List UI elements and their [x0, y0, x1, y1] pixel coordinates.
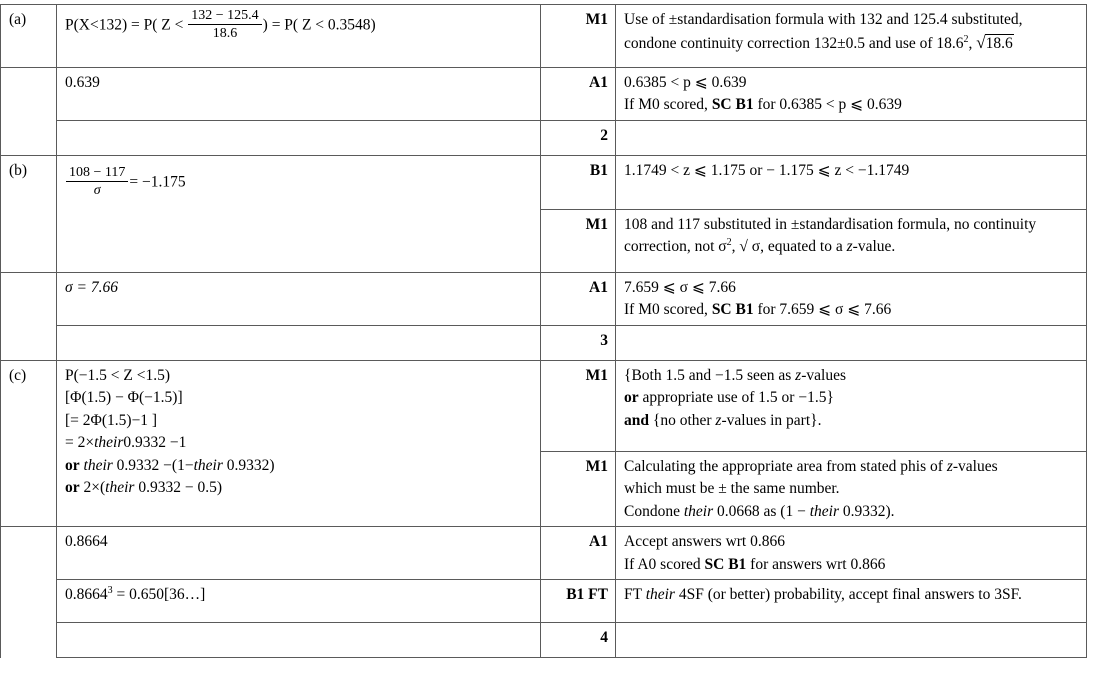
notes-line: [624, 365, 1079, 386]
fraction-b-denominator: σ: [93, 183, 101, 199]
notes-text: condone continuity correction 132±0.5 and use of 18.6: [624, 35, 964, 53]
working-c: [57, 361, 541, 527]
notes-text: for 0.6385 < p ⩽ 0.639: [753, 96, 902, 114]
notes-line: [624, 554, 1079, 575]
z-italic: z: [846, 238, 853, 256]
notes-text: for 7.659 ⩽ σ ⩽ 7.66: [753, 301, 892, 319]
notes-line: [624, 584, 1079, 605]
superscript-2: 2: [963, 34, 969, 46]
mark-c-m1-second: M1: [541, 452, 616, 527]
notes-text: -value.: [852, 238, 896, 256]
working-text: 0.9332 −1: [123, 434, 187, 452]
working-empty: [57, 121, 541, 156]
fraction-b: [66, 165, 128, 199]
z-italic: z: [946, 458, 953, 475]
sc-b1-label: SC B1: [711, 301, 754, 319]
math-b-tail: = −1.175: [129, 173, 186, 191]
total-marks-c: 4: [541, 623, 616, 658]
notes-text: for answers wrt 0.866: [746, 555, 886, 573]
notes-line: [624, 456, 1079, 477]
notes-text: Condone: [624, 502, 684, 520]
table-row: [1, 527, 1087, 580]
notes-line: [624, 387, 1079, 408]
or-bold: or: [65, 456, 80, 474]
mark-a-a1: A1: [541, 68, 616, 121]
notes-line: which must be ± the same number.: [624, 480, 840, 498]
notes-line: 108 and 117 substituted in ±standardisation formula, no continuity: [624, 215, 1037, 233]
notes-c-b1ft: [616, 580, 1087, 623]
notes-c-m1-first: [616, 361, 1087, 452]
sqrt-icon: √18.6: [976, 33, 1013, 53]
notes-line: 1.1749 < z ⩽ 1.175 or − 1.175 ⩽ z < −1.1749: [624, 162, 910, 179]
notes-line: 7.659 ⩽ σ ⩽ 7.66: [624, 279, 736, 296]
working-c-a1: [57, 527, 541, 580]
cube-base: 0.8664: [65, 586, 108, 604]
part-label-a: (a): [1, 5, 57, 68]
table-row: [1, 156, 1087, 210]
their-italic: their: [94, 434, 124, 452]
sigma-equation: σ = 7.66: [65, 279, 118, 296]
working-c-b1ft: [57, 580, 541, 623]
working-c-line-3: [65, 410, 533, 431]
working-empty: [57, 623, 541, 658]
working-a-a1: [57, 68, 541, 121]
notes-text: -values: [801, 367, 846, 384]
their-italic: their: [193, 456, 223, 474]
notes-line: [624, 410, 1079, 431]
notes-empty: [616, 623, 1087, 658]
notes-line: [624, 299, 1079, 320]
notes-empty: [616, 326, 1087, 361]
working-c-line-1: P(−1.5 < Z <1.5): [65, 367, 171, 384]
answer-a: 0.639: [65, 74, 100, 91]
fraction-a-denominator: 18.6: [212, 26, 238, 42]
notes-text: {Both 1.5 and −1.5 seen as: [624, 367, 796, 384]
notes-line: 0.6385 < p ⩽ 0.639: [624, 74, 747, 91]
notes-text: correction, not σ: [624, 238, 727, 256]
notes-c-a1: [616, 527, 1087, 580]
notes-text: ,: [968, 35, 977, 53]
working-text: ): [216, 478, 222, 496]
notes-text: If M0 scored,: [624, 301, 712, 319]
notes-empty: [616, 121, 1087, 156]
working-c-line-2: [Φ(1.5) − Φ(−1.5)]: [65, 389, 183, 407]
fraction-b-numerator: 108 − 117: [66, 165, 128, 182]
table-row-total: [1, 326, 1087, 361]
mark-c-m1-first: M1: [541, 361, 616, 452]
working-text: 0.9332 − 0.5: [138, 478, 217, 496]
notes-text: 0.0668 as (1 −: [713, 502, 810, 520]
working-text: −1 ]: [131, 411, 158, 429]
math-a-tail: ) = P( Z < 0.3548): [262, 16, 376, 34]
answer-c: 0.8664: [65, 533, 108, 551]
sc-b1-label: SC B1: [704, 555, 747, 573]
part-label-empty: [1, 580, 57, 623]
mark-b-a1: A1: [541, 273, 616, 326]
mark-scheme-table: [0, 4, 1087, 658]
cube-result: = 0.650[36…]: [116, 586, 206, 604]
working-c-line-5: [65, 455, 533, 476]
notes-text: appropriate use of 1.5 or −1.5}: [638, 389, 834, 407]
working-text: 2×(: [83, 478, 106, 496]
table-row-total: [1, 121, 1087, 156]
notes-line: [624, 94, 1079, 115]
notes-text: -values: [952, 458, 998, 475]
or-bold: or: [65, 478, 80, 496]
table-row: [1, 5, 1087, 68]
math-a-lead: P(X<132) = P( Z <: [65, 16, 184, 34]
working-text: (1−: [171, 456, 194, 474]
working-text: ): [269, 456, 275, 474]
notes-text: If M0 scored,: [624, 96, 712, 114]
their-italic: their: [809, 502, 839, 520]
part-label-empty: [1, 273, 57, 326]
their-italic: their: [105, 478, 135, 496]
their-italic: their: [683, 502, 714, 520]
notes-line: [624, 501, 1079, 522]
notes-text: If A0 scored: [624, 555, 705, 573]
part-label-empty: [1, 623, 57, 658]
and-bold: and: [624, 411, 649, 429]
notes-text: Calculating the appropriate area from stated phis of: [624, 458, 947, 475]
working-text: 0.9332: [226, 456, 270, 474]
notes-b-a1: [616, 273, 1087, 326]
notes-line: Use of ±standardisation formula with 132 and 125.4 substituted,: [624, 11, 1023, 28]
their-italic: their: [83, 456, 113, 474]
working-text: (1.5): [101, 411, 132, 429]
table-row: [1, 68, 1087, 121]
fraction-a-numerator: 132 − 125.4: [188, 8, 261, 25]
part-label-c: (c): [1, 361, 57, 527]
notes-text: 0.9332).: [838, 502, 895, 520]
notes-text: {no other: [649, 411, 716, 429]
sc-b1-label: SC B1: [711, 96, 754, 114]
notes-b-b1: [616, 156, 1087, 210]
cube-equation: [65, 584, 533, 606]
mark-c-a1: A1: [541, 527, 616, 580]
part-label-empty: [1, 121, 57, 156]
table-row: [1, 361, 1087, 452]
or-bold: or: [624, 389, 639, 407]
notes-line: [624, 236, 1079, 258]
table-row-total: [1, 623, 1087, 658]
z-italic: z: [715, 411, 722, 429]
total-marks-a: 2: [541, 121, 616, 156]
superscript-2: 2: [726, 237, 732, 249]
mark-b-m1: M1: [541, 209, 616, 272]
table-row: [1, 580, 1087, 623]
working-text: 0.9332 −: [116, 456, 172, 474]
working-b: [57, 156, 541, 273]
notes-text: FT: [624, 586, 646, 604]
working-c-line-4: [65, 432, 533, 453]
working-empty: [57, 326, 541, 361]
mark-c-b1ft: B1 FT: [541, 580, 616, 623]
their-italic: their: [645, 586, 675, 604]
notes-line: [624, 31, 1079, 54]
superscript-3: 3: [107, 585, 113, 597]
working-c-line-6: [65, 477, 533, 498]
notes-text: , √ σ, equated to a: [731, 238, 847, 256]
working-a-m1: [57, 5, 541, 68]
working-b-a1: [57, 273, 541, 326]
fraction-a: [188, 8, 261, 42]
z-italic: z: [795, 367, 802, 384]
mark-b-b1: B1: [541, 156, 616, 210]
notes-b-m1: [616, 209, 1087, 272]
notes-a-m1: [616, 5, 1087, 68]
total-marks-b: 3: [541, 326, 616, 361]
sqrt-radicand: 18.6: [985, 35, 1013, 53]
notes-c-m1-second: [616, 452, 1087, 527]
working-text: [= 2Φ: [65, 411, 102, 429]
notes-line: Accept answers wrt 0.866: [624, 533, 785, 551]
notes-text: -values in part}.: [721, 411, 822, 429]
part-label-b: (b): [1, 156, 57, 273]
notes-text: 4SF (or better) probability, accept final answers to 3SF.: [674, 586, 1022, 604]
table-row: [1, 273, 1087, 326]
part-label-empty: [1, 326, 57, 361]
part-label-empty: [1, 68, 57, 121]
working-text: = 2×: [65, 434, 95, 452]
mark-a-m1: M1: [541, 5, 616, 68]
notes-a-a1: [616, 68, 1087, 121]
part-label-empty: [1, 527, 57, 580]
